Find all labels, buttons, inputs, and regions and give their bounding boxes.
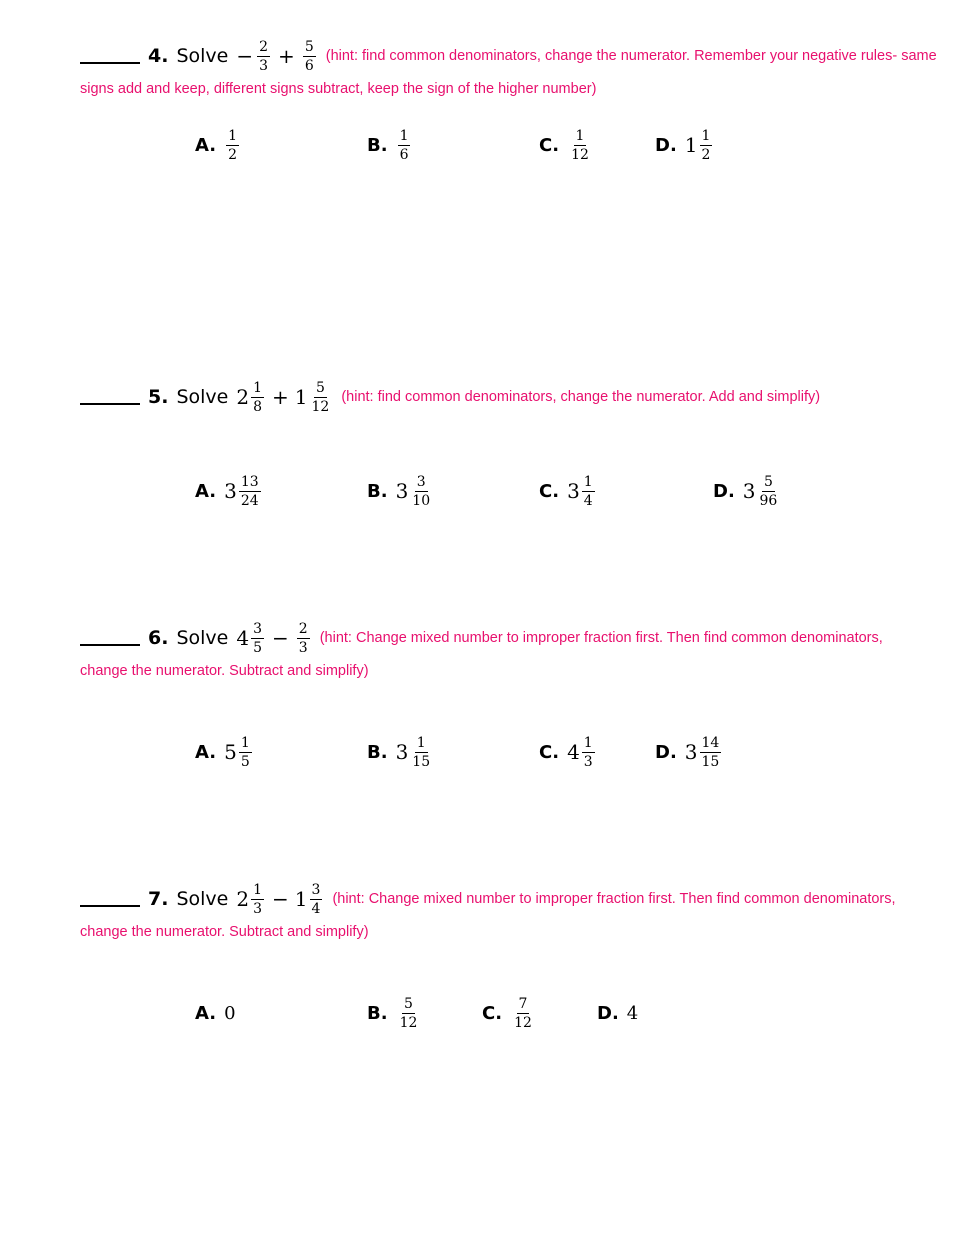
choice-c[interactable]: C. 3 $\frac{1}{4}$ — [539, 473, 593, 509]
hint-text-continued: change the numerator. Subtract and simplify) — [80, 924, 369, 940]
choice-d[interactable]: D. 3 $\frac{14}{15}$ — [655, 734, 720, 770]
problem-expression — [236, 40, 317, 73]
choice-b[interactable]: B. 3 $\frac{3}{10}$ — [367, 473, 431, 509]
hint-text: (hint: find common denominators, change the numerator. Add and simplify) — [341, 389, 821, 405]
hint-text: (hint: Change mixed number to improper fraction first. Then find common denominators, — [332, 891, 896, 907]
answer-choices — [80, 727, 979, 777]
question-4 — [80, 33, 950, 163]
hint-text: (hint: Change mixed number to improper fraction first. Then find common denominators, — [319, 630, 883, 646]
answer-choices — [80, 988, 979, 1038]
answer-blank[interactable] — [80, 644, 140, 646]
answer-choices — [80, 120, 979, 170]
answer-blank[interactable] — [80, 62, 140, 64]
fraction: $\frac{5}{6}$ — [304, 38, 314, 74]
problem-expression: 4 $\frac{3}{5}$ − $\frac{2}{3}$ — [236, 620, 308, 656]
choice-b[interactable]: B. $\frac{1}{6}$ — [367, 127, 409, 163]
problem-expression: 2 $\frac{1}{3}$ − 1 $\frac{3}{4}$ — [236, 881, 321, 917]
fraction: $\frac{2}{3}$ — [259, 38, 269, 74]
minus-sign: − — [236, 44, 254, 68]
answer-choices — [80, 466, 979, 516]
choice-d[interactable]: D. 1 $\frac{1}{2}$ — [655, 127, 711, 163]
choice-a[interactable]: A. 3 $\frac{13}{24}$ — [195, 473, 259, 509]
question-6 — [80, 615, 950, 770]
question-7 — [80, 876, 950, 1031]
choice-a[interactable]: A. 5 $\frac{1}{5}$ — [195, 734, 250, 770]
question-number: 5. — [148, 386, 169, 408]
question-number: 7. — [148, 888, 169, 910]
solve-label: Solve — [176, 45, 229, 67]
choice-d[interactable]: D. 4 — [597, 1002, 639, 1024]
operator: − — [272, 887, 289, 911]
solve-label: Solve — [176, 386, 229, 408]
operator: + — [272, 385, 289, 409]
hint-text-continued: change the numerator. Subtract and simplify) — [80, 663, 369, 679]
choice-c[interactable]: C. $\frac{1}{12}$ — [539, 127, 589, 163]
answer-blank[interactable] — [80, 905, 140, 907]
problem-expression: 2 $\frac{1}{8}$ + 1 $\frac{5}{12}$ — [236, 379, 330, 415]
question-5 — [80, 374, 950, 509]
choice-c[interactable]: C. $\frac{7}{12}$ — [482, 995, 532, 1031]
hint-text-continued: signs add and keep, different signs subtract, keep the sign of the higher number) — [80, 81, 597, 97]
hint-text: (hint: find common denominators, change the numerator. Remember your negative rules- same — [325, 48, 937, 64]
choice-d[interactable]: D. 3 $\frac{5}{96}$ — [713, 473, 778, 509]
choice-a[interactable]: A. $\frac{1}{2}$ — [195, 127, 238, 163]
choice-a[interactable]: A. 0 — [195, 1002, 236, 1024]
solve-label: Solve — [176, 627, 229, 649]
choice-b[interactable]: B. $\frac{5}{12}$ — [367, 995, 418, 1031]
question-number: 6. — [148, 627, 169, 649]
operator: + — [278, 44, 295, 68]
choice-b[interactable]: B. 3 $\frac{1}{15}$ — [367, 734, 431, 770]
operator: − — [272, 626, 289, 650]
solve-label: Solve — [176, 888, 229, 910]
question-number: 4. — [148, 45, 169, 67]
choice-c[interactable]: C. 4 $\frac{1}{3}$ — [539, 734, 593, 770]
answer-blank[interactable] — [80, 403, 140, 405]
